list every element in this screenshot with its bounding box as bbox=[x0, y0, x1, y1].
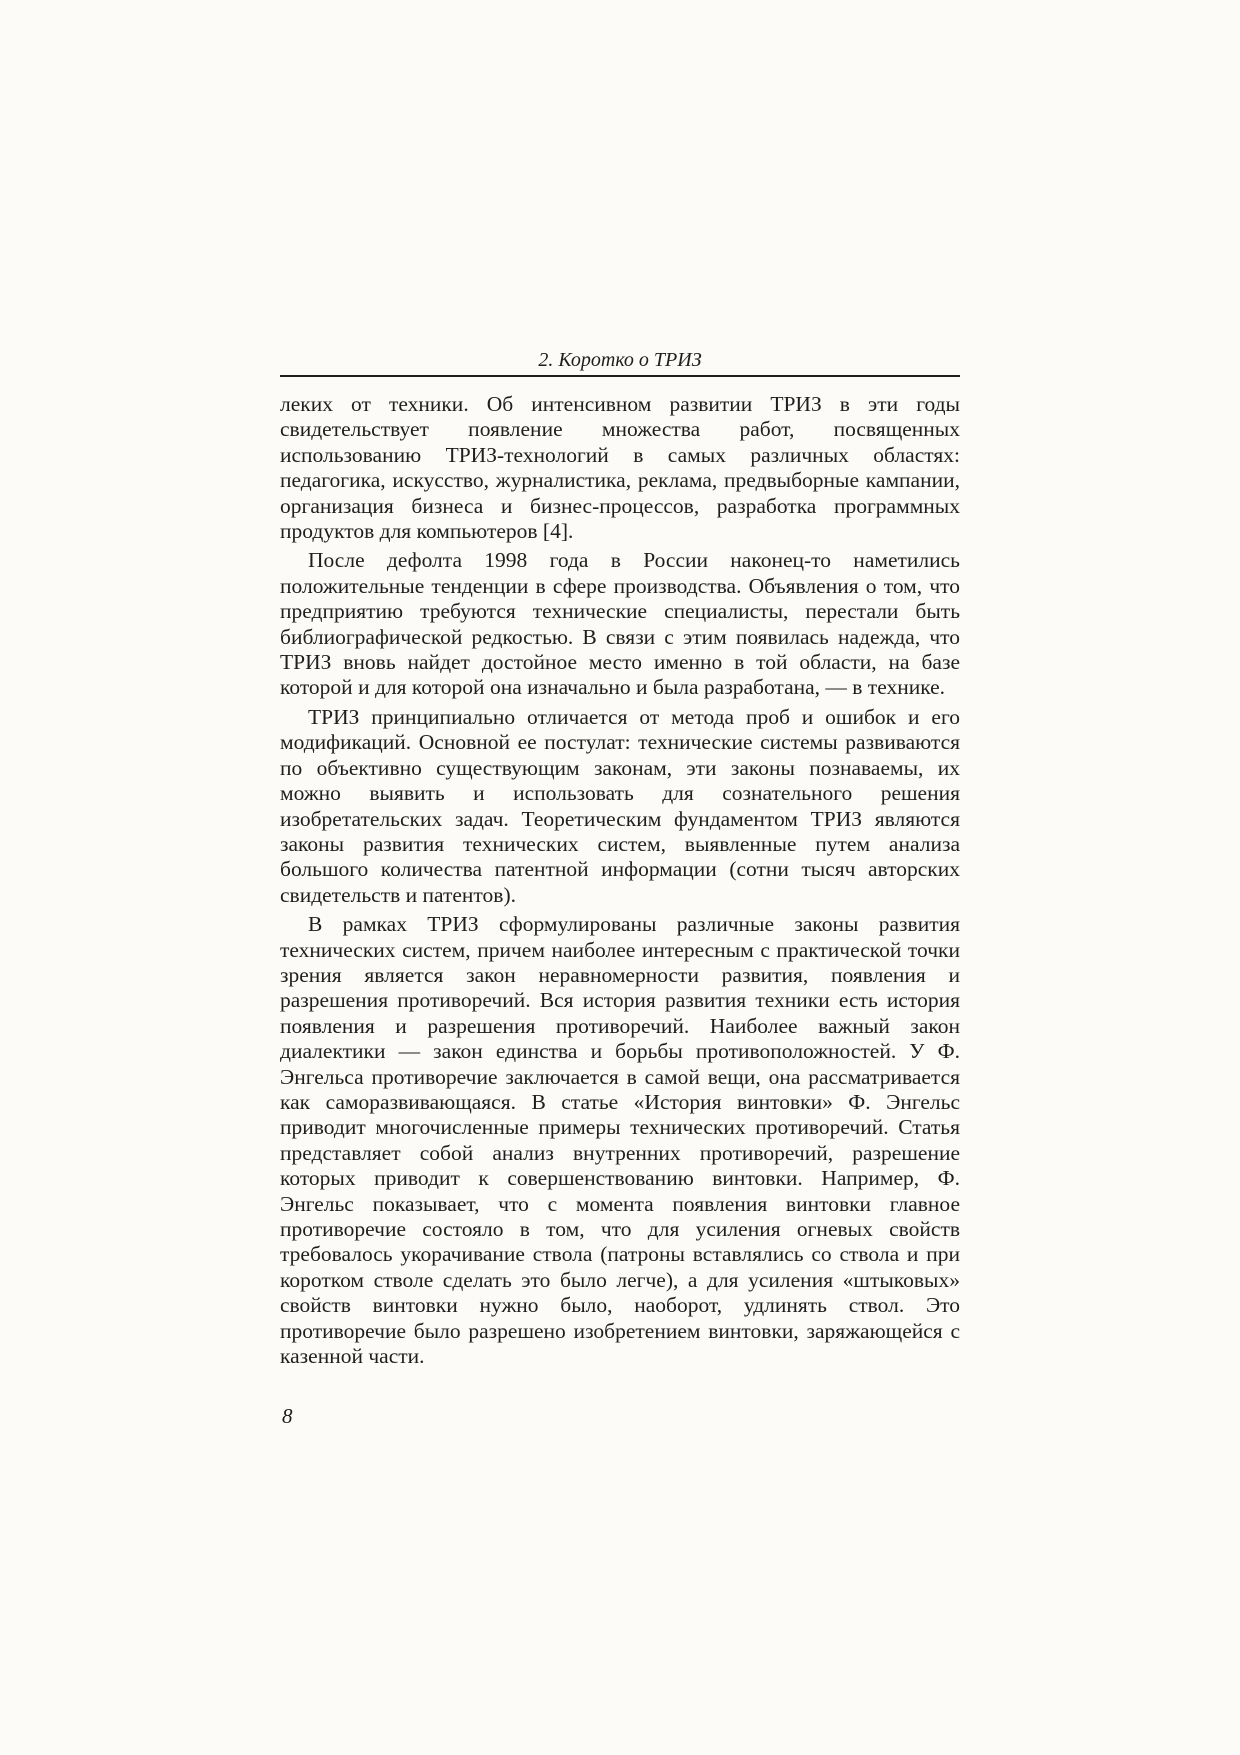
paragraph-continuation: леких от техники. Об интенсивном развитии ТРИЗ в эти годы свидетельствует появление множества работ, посвященных использованию ТРИЗ-технологий в самых различных областях: педагогика, искусство, журналистика, реклама, предвыборные кампании, организация бизнеса и бизнес-процессов, разработка программных продуктов для компьютеров [4]. bbox=[280, 392, 960, 544]
paragraph: ТРИЗ принципиально отличается от метода проб и ошибок и его модификаций. Основной ее постулат: технические системы развиваются по объективно существующим законам, эти законы познаваемы, их можно выявить и использовать для сознательного решения изобретательских задач. Теоретическим фундаментом ТРИЗ являются законы развития технических систем, выявленные путем анализа большого количества патентной информации (сотни тысяч авторских свидетельств и патентов). bbox=[280, 704, 960, 907]
paragraph: После дефолта 1998 года в России наконец-то наметились положительные тенденции в сфере производства. Объявления о том, что предприятию требуются технические специалисты, перестали быть библиографической редкостью. В связи с этим появилась надежда, что ТРИЗ вновь найдет достойное место именно в той области, на базе которой и для которой она изначально и была разработана, — в технике. bbox=[280, 548, 960, 700]
page-number: 8 bbox=[282, 1404, 293, 1428]
header-divider bbox=[280, 375, 960, 377]
body-text bbox=[280, 392, 960, 1373]
paragraph: В рамках ТРИЗ сформулированы различные законы развития технических систем, причем наиболее интересным с практической точки зрения является закон неравномерности развития, появления и разрешения противоречий. Вся история развития техники есть история появления и разрешения противоречий. Наиболее важный закон диалектики — закон единства и борьбы противоположностей. У Ф. Энгельса противоречие заключается в самой вещи, она рассматривается как саморазвивающаяся. В статье «История винтовки» Ф. Энгельс приводит многочисленные примеры технических противоречий. Статья представляет собой анализ внутренних противоречий, разрешение которых приводит к совершенствованию винтовки. Например, Ф. Энгельс показывает, что с момента появления винтовки главное противоречие состояло в том, что для усиления огневых свойств требовалось укорачивание ствола (патроны вставлялись со ствола и при коротком стволе сделать это было легче), а для усиления «штыковых» свойств винтовки нужно было, наоборот, удлинять ствол. Это противоречие было разрешено изобретением винтовки, заряжающейся с казенной части. bbox=[280, 912, 960, 1369]
running-header-title: 2. Коротко о ТРИЗ bbox=[538, 349, 702, 371]
